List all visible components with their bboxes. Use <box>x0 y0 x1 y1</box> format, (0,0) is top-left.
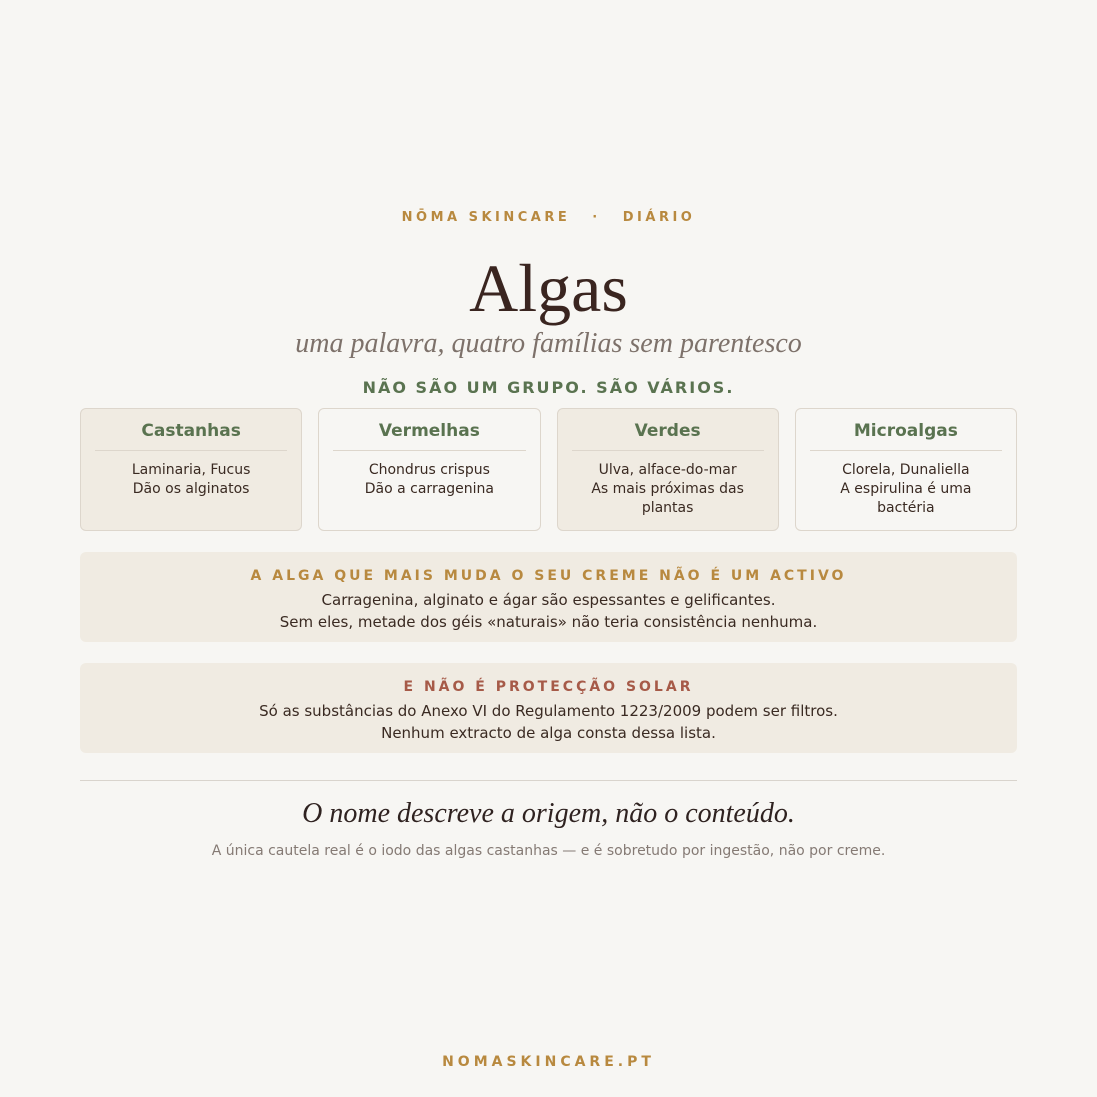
card-line: Clorela, Dunaliella <box>842 462 970 478</box>
thickener-panel <box>80 552 1017 642</box>
groups-label: NÃO SÃO UM GRUPO. SÃO VÁRIOS. <box>362 378 735 397</box>
page-title: Algas <box>469 250 628 326</box>
card-line: plantas <box>641 500 694 516</box>
kicker-separator: · <box>592 210 601 225</box>
panel-line: Só as substâncias do Anexo VI do Regulamento 1223/2009 podem ser filtros. <box>259 702 838 720</box>
section-name: DIÁRIO <box>622 210 696 225</box>
card-title: Castanhas <box>95 421 287 451</box>
kicker <box>0 210 1097 225</box>
card-line: Dão a carragenina <box>364 481 494 497</box>
closing-quote: O nome descreve a origem, não o conteúdo. <box>302 798 795 829</box>
closing-note: A única cautela real é o iodo das algas castanhas — e é sobretudo por ingestão, não por creme. <box>211 843 886 859</box>
panel-heading: E NÃO É PROTECÇÃO SOLAR <box>403 679 694 695</box>
panel-line: Carragenina, alginato e ágar são espessantes e gelificantes. <box>321 591 776 609</box>
card-line: As mais próximas das <box>591 481 744 497</box>
card-line: Chondrus crispus <box>368 462 490 478</box>
brand-name: NŌMA SKINCARE <box>401 210 571 225</box>
card-title: Microalgas <box>810 421 1002 451</box>
card-vermelhas <box>318 408 540 531</box>
card-microalgas <box>795 408 1017 531</box>
card-castanhas <box>80 408 302 531</box>
divider <box>80 780 1017 781</box>
panel-line: Sem eles, metade dos géis «naturais» não teria consistência nenhuma. <box>279 613 818 631</box>
algae-families <box>80 408 1017 531</box>
card-line: bactéria <box>877 500 935 516</box>
card-line: Laminaria, Fucus <box>131 462 251 478</box>
sunscreen-panel <box>80 663 1017 753</box>
card-line: Dão os alginatos <box>132 481 250 497</box>
card-verdes <box>557 408 779 531</box>
panel-line: Nenhum extracto de alga consta dessa lista. <box>381 724 716 742</box>
card-line: Ulva, alface-do-mar <box>598 462 737 478</box>
footer-website: NOMASKINCARE.PT <box>442 1054 655 1070</box>
card-title: Verdes <box>572 421 764 451</box>
card-title: Vermelhas <box>333 421 525 451</box>
card-line: A espirulina é uma <box>840 481 972 497</box>
panel-heading: A ALGA QUE MAIS MUDA O SEU CREME NÃO É UM ACTIVO <box>250 568 847 584</box>
page-subtitle: uma palavra, quatro famílias sem parentesco <box>295 328 802 359</box>
